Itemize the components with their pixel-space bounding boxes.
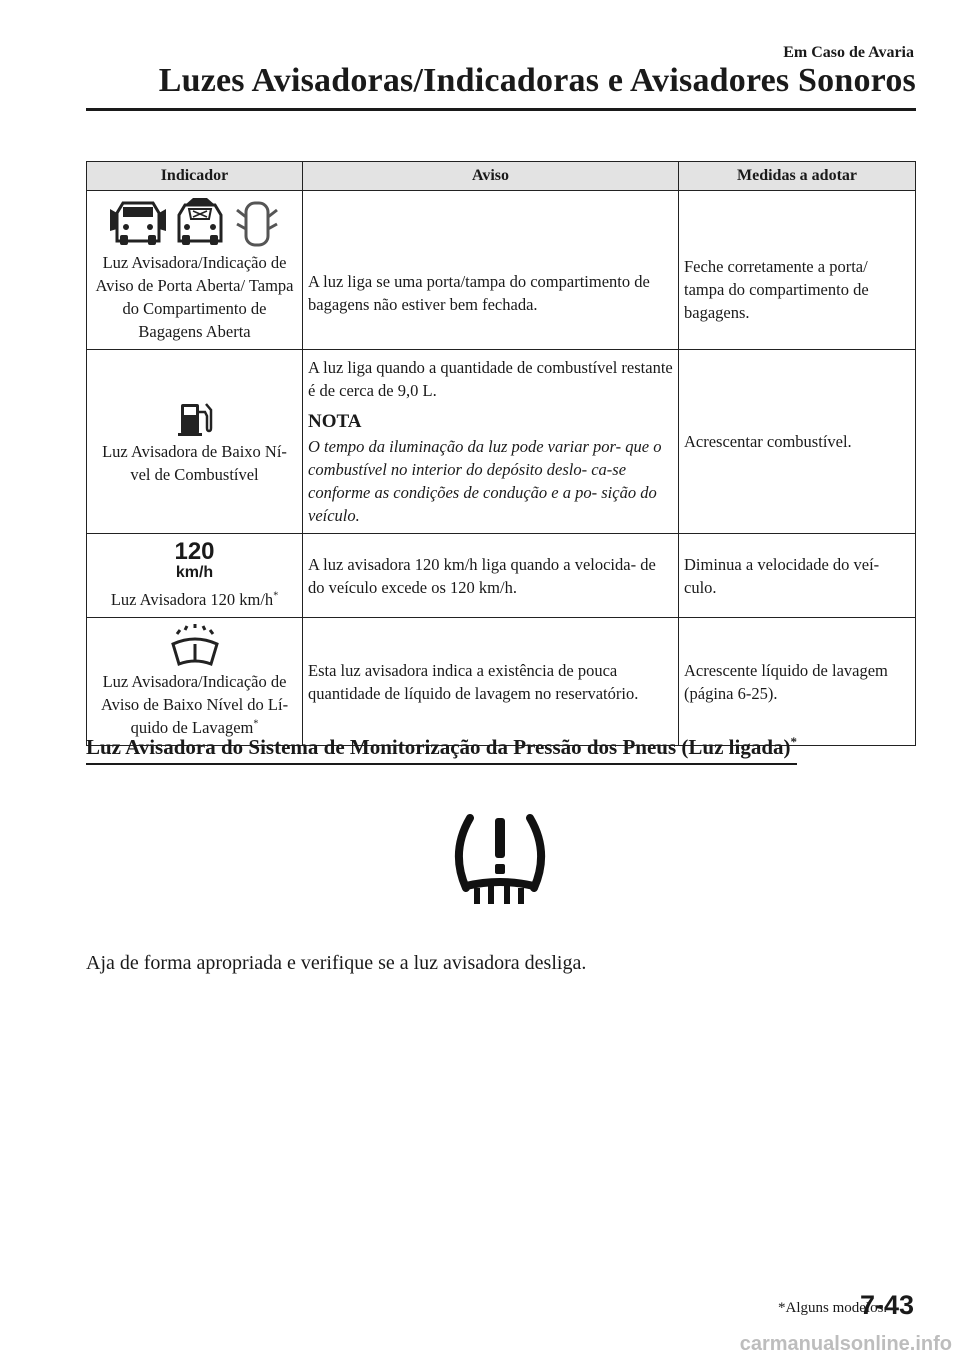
- warning-cell: [303, 534, 679, 618]
- tire-pressure-warning-icon: [448, 812, 552, 908]
- action-text: Acrescentar combustível.: [684, 432, 852, 451]
- indicator-cell: [87, 350, 303, 534]
- washer-fluid-icon: [167, 624, 223, 668]
- fuel-pump-icon: [175, 398, 215, 438]
- column-header-warning: Aviso: [303, 162, 679, 191]
- table-row: [87, 191, 916, 350]
- chapter-title: Em Caso de Avaria: [783, 44, 914, 61]
- indicator-cell: [87, 191, 303, 350]
- page-title: Luzes Avisadoras/Indicadoras e Avisadores Sonoros: [158, 62, 916, 99]
- column-header-indicator: Indicador: [87, 162, 303, 191]
- indicator-label: Luz Avisadora de Baixo Ní- vel de Combustível: [102, 441, 287, 484]
- indicator-cell: [87, 618, 303, 746]
- table-row: [87, 350, 916, 534]
- header-rule: [86, 108, 916, 111]
- section-title-text: Luz Avisadora do Sistema de Monitorização da Pressão dos Pneus (Luz ligada): [86, 735, 791, 759]
- warning-text: A luz liga se uma porta/tampa do compartimento de bagagens não estiver bem fechada.: [308, 272, 650, 314]
- page-number: 7-43: [860, 1290, 915, 1320]
- action-cell: [679, 191, 916, 350]
- column-header-action: Medidas a adotar: [679, 162, 916, 191]
- section-body: Aja de forma apropriada e verifique se a luz avisadora desliga.: [86, 952, 587, 974]
- door-open-top-view-icon: [233, 197, 281, 249]
- car-doors-open-icon: [109, 197, 167, 249]
- action-text: Feche corretamente a porta/ tampa do compartimento de bagagens.: [684, 256, 869, 322]
- action-cell: [679, 618, 916, 746]
- speed-120-icon: [92, 540, 297, 582]
- action-cell: [679, 534, 916, 618]
- indicator-label: Luz Avisadora/Indicação de Aviso de Baixo Nível do Lí- quido de Lavagem: [100, 672, 289, 737]
- footnote-mark: *: [790, 734, 797, 749]
- indicator-cell: [87, 534, 303, 618]
- speed-120-number: 120: [174, 538, 215, 565]
- footnote-mark: *: [273, 590, 279, 602]
- table-header-row: [87, 162, 916, 191]
- warning-cell: [303, 618, 679, 746]
- footnote-mark: *: [253, 718, 259, 730]
- action-cell: [679, 350, 916, 534]
- table-row: [87, 534, 916, 618]
- footnote: *Alguns modelos.: [778, 1300, 888, 1316]
- warning-cell: [303, 191, 679, 350]
- action-text: Acrescente líquido de lavagem (página 6-25).: [684, 660, 888, 703]
- speed-120-unit: km/h: [175, 564, 214, 581]
- watermark: carmanualsonline.info: [739, 1333, 952, 1355]
- indicator-label: Luz Avisadora 120 km/h: [110, 590, 274, 609]
- action-text: Diminua a velocidade do veí- culo.: [684, 554, 880, 597]
- car-trunk-open-icon: [171, 197, 229, 249]
- warning-text: A luz avisadora 120 km/h liga quando a velocida- de do veículo excede os 120 km/h.: [308, 554, 656, 597]
- note-text: O tempo da iluminação da luz pode variar por- que o combustível no interior do depósito deslo- ca-se conforme as condições de condução e a po- sição do veículo.: [308, 437, 662, 525]
- warning-cell: [303, 350, 679, 534]
- warning-text: A luz liga quando a quantidade de combustível restante é de cerca de 9,0 L.: [308, 358, 673, 400]
- indicator-label: Luz Avisadora/Indicação de Aviso de Porta Aberta/ Tampa do Compartimento de Bagagens Aberta: [95, 253, 294, 341]
- warning-lights-table: [86, 161, 916, 746]
- section-title: [86, 735, 797, 765]
- table-row: [87, 618, 916, 746]
- note-title: NOTA: [308, 411, 362, 432]
- warning-text: Esta luz avisadora indica a existência de pouca quantidade de líquido de lavagem no reservatório.: [308, 660, 639, 703]
